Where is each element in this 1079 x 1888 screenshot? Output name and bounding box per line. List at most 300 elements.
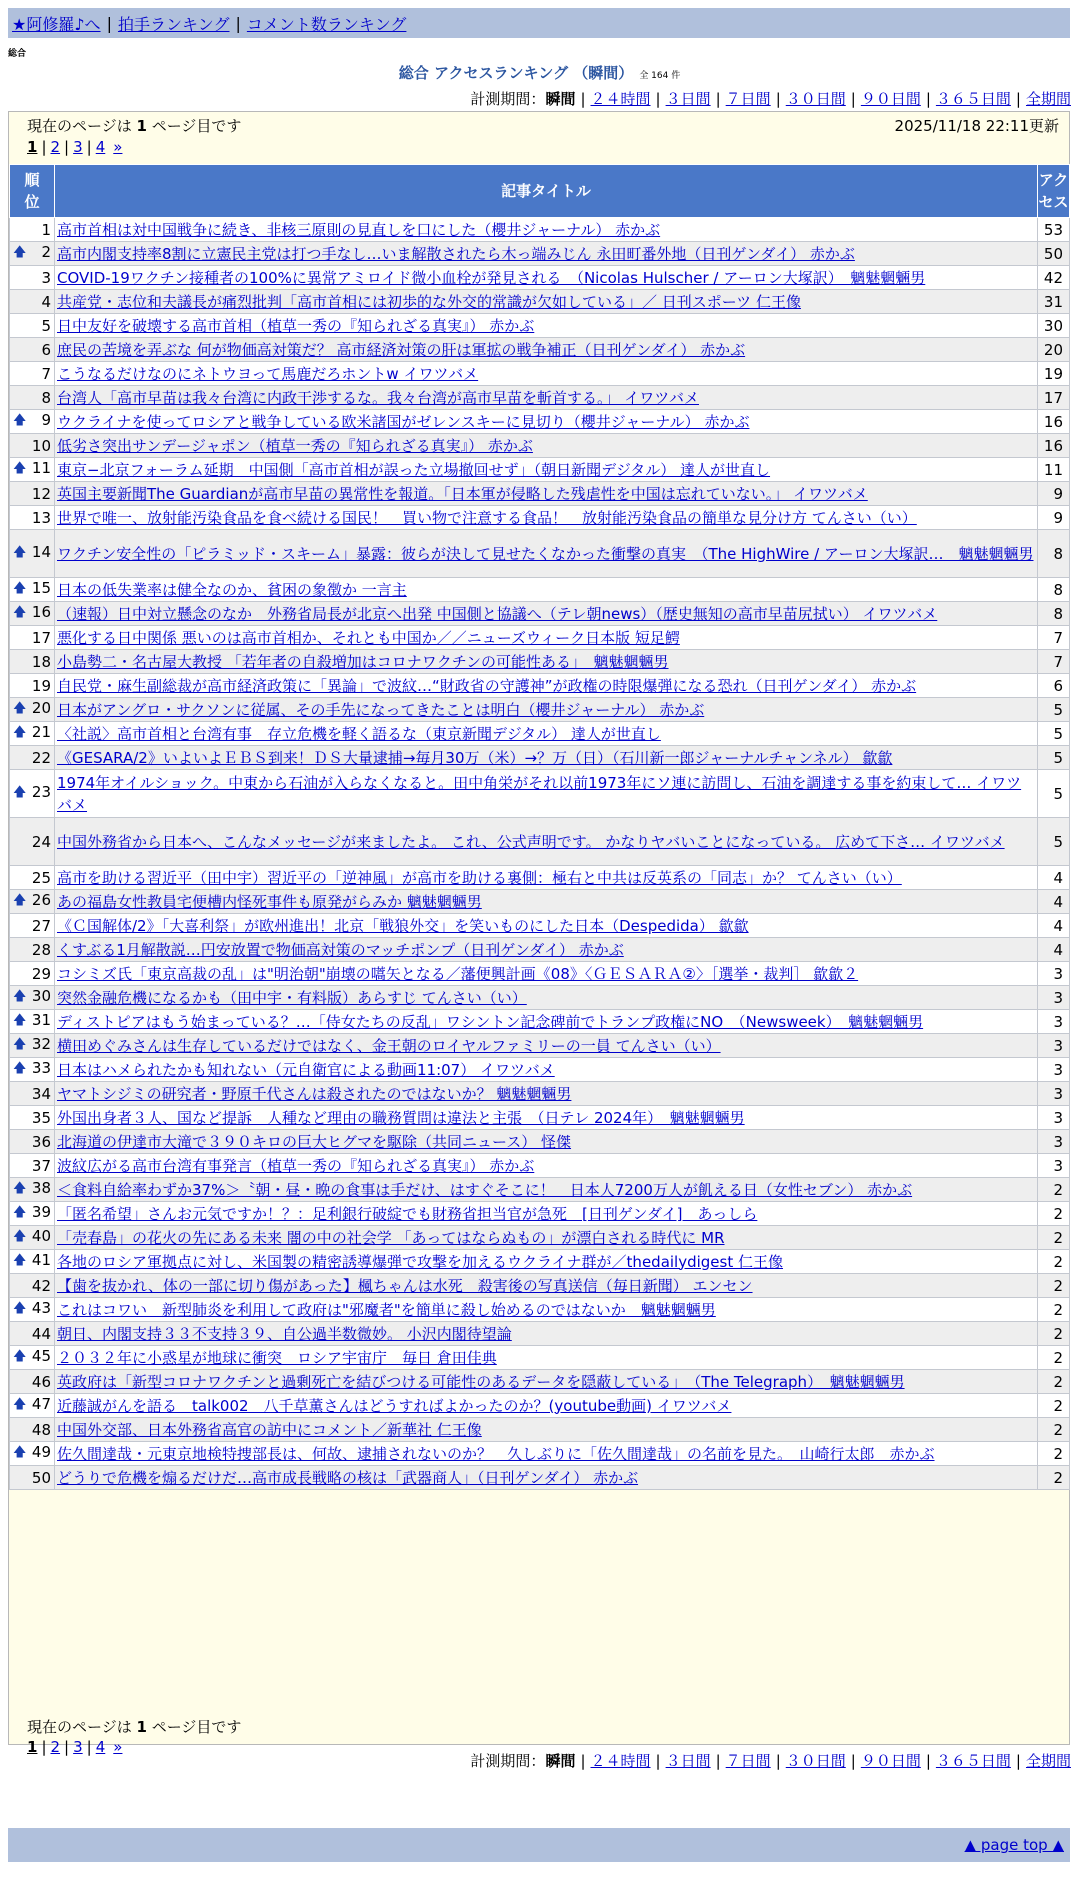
rank-number: 33 bbox=[31, 1058, 51, 1077]
period-separator: | bbox=[775, 90, 781, 108]
title-cell bbox=[55, 410, 1038, 434]
col-header-access: アク セス bbox=[1038, 165, 1070, 218]
table-row bbox=[10, 986, 1070, 1010]
pager-link[interactable]: 4 bbox=[95, 1738, 106, 1756]
article-link[interactable]: 朝日、内閣支持３３不支持３９、自公過半数微妙。 小沢内閣待望論 bbox=[57, 1324, 512, 1343]
access-count: 16 bbox=[1038, 410, 1070, 434]
up-arrow-icon: 🡅 bbox=[13, 544, 27, 560]
up-arrow-icon: 🡅 bbox=[13, 1348, 27, 1364]
table-row bbox=[10, 1322, 1070, 1346]
article-link[interactable]: 「売春島」の花火の先にある未来 闇の中の社会学 「あってはならぬもの」が漂白される時代に MR bbox=[57, 1228, 725, 1247]
period-separator: | bbox=[580, 90, 586, 108]
rank-number: 3 bbox=[41, 268, 51, 287]
table-row bbox=[10, 1010, 1070, 1034]
article-link[interactable]: 《GESARA/2》いよいよＥＢＳ到来！ＤＳ大量逮捕→毎月30万（米）→？万（日）（石川新一郎ジャーナルチャンネル） 歙歙 bbox=[57, 748, 893, 767]
access-count: 31 bbox=[1038, 290, 1070, 314]
access-count: 6 bbox=[1038, 674, 1070, 698]
rank-number: 24 bbox=[31, 832, 51, 851]
table-row bbox=[10, 1154, 1070, 1178]
table-row bbox=[10, 506, 1070, 530]
title-cell bbox=[55, 1418, 1038, 1442]
table-row bbox=[10, 1130, 1070, 1154]
period-link-1[interactable]: ３日間 bbox=[665, 1752, 711, 1770]
title-cell bbox=[55, 1106, 1038, 1130]
table-row bbox=[10, 626, 1070, 650]
title-cell bbox=[55, 626, 1038, 650]
nav-separator: | bbox=[235, 13, 241, 33]
up-arrow-icon: 🡅 bbox=[13, 460, 27, 476]
title-cell bbox=[55, 1274, 1038, 1298]
title-cell bbox=[55, 1226, 1038, 1250]
table-row bbox=[10, 962, 1070, 986]
up-arrow-icon: 🡅 bbox=[13, 412, 27, 428]
access-count: 17 bbox=[1038, 386, 1070, 410]
table-row bbox=[10, 1250, 1070, 1274]
title-cell bbox=[55, 938, 1038, 962]
up-arrow-icon: 🡅 bbox=[13, 1228, 27, 1244]
table-row bbox=[10, 218, 1070, 242]
period-link-0[interactable]: ２４時間 bbox=[590, 1752, 651, 1770]
pager-separator: | bbox=[86, 138, 92, 156]
clap-ranking-link[interactable]: 拍手ランキング bbox=[117, 14, 230, 34]
period-link-4[interactable]: ９０日間 bbox=[860, 1752, 921, 1770]
article-link[interactable]: あの福島女性教員宅便槽内怪死事件も原発がらみか 魑魅魍魎男 bbox=[57, 892, 482, 911]
article-link[interactable]: こうなるだけなのにネトウヨって馬鹿だろホントw イワツバメ bbox=[57, 364, 479, 383]
access-count: 7 bbox=[1038, 626, 1070, 650]
rank-number: 49 bbox=[31, 1442, 51, 1461]
access-count: 5 bbox=[1038, 698, 1070, 722]
article-link[interactable]: 横田めぐみさんは生存しているだけではなく、金王朝のロイヤルファミリーの一員 てんさい（い） bbox=[57, 1036, 721, 1055]
rank-cell bbox=[10, 1034, 55, 1058]
access-count: 3 bbox=[1038, 1154, 1070, 1178]
table-row bbox=[10, 746, 1070, 770]
article-link[interactable]: COVID-19ワクチン接種者の100%に異常アミロイド微小血栓が発見される （Nicolas Hulscher / アーロン大塚訳） 魑魅魍魎男 bbox=[57, 268, 926, 287]
title-cell bbox=[55, 698, 1038, 722]
table-row bbox=[10, 1178, 1070, 1202]
period-link-0[interactable]: ２４時間 bbox=[590, 90, 651, 108]
page-info-prefix: 現在のページは bbox=[27, 117, 137, 135]
article-link[interactable]: 各地のロシア軍拠点に対し、米国製の精密誘導爆弾で攻撃を加えるウクライナ群が／thedailydigest 仁王像 bbox=[57, 1252, 783, 1271]
rank-cell bbox=[10, 698, 55, 722]
access-count: 2 bbox=[1038, 1394, 1070, 1418]
article-link[interactable]: 佐久間達哉・元東京地検特捜部長は、何故、逮捕されないのか？ 久しぶりに「佐久間達哉」の名前を見た。 山崎行太郎 赤かぶ bbox=[57, 1444, 935, 1463]
up-arrow-icon: 🡅 bbox=[13, 1300, 27, 1316]
article-link[interactable]: 小島勢二・名古屋大教授 「若年者の自殺増加はコロナワクチンの可能性ある」 魑魅魍魎男 bbox=[57, 652, 669, 671]
rank-cell bbox=[10, 1442, 55, 1466]
article-link[interactable]: ウクライナを使ってロシアと戦争している欧米諸国がゼレンスキーに見切り（櫻井ジャーナル） 赤かぶ bbox=[57, 412, 750, 431]
article-link[interactable]: 中国外交部、日本外務省高官の訪中にコメント／新華社 仁王像 bbox=[57, 1420, 482, 1439]
access-count: 3 bbox=[1038, 1106, 1070, 1130]
title-cell bbox=[55, 530, 1038, 578]
article-link[interactable]: 〈社説〉高市首相と台湾有事 存立危機を軽く語るな（東京新聞デジタル） 達人が世直し bbox=[57, 724, 661, 743]
rank-number: 17 bbox=[31, 628, 51, 647]
period-link-5[interactable]: ３６５日間 bbox=[935, 90, 1011, 108]
pager-link[interactable]: 3 bbox=[73, 1738, 83, 1756]
access-count: 2 bbox=[1038, 1226, 1070, 1250]
access-count: 7 bbox=[1038, 650, 1070, 674]
pager-next[interactable]: » bbox=[113, 1738, 123, 1756]
pager-separator: | bbox=[64, 138, 70, 156]
period-separator: | bbox=[655, 1752, 661, 1770]
article-link[interactable]: （速報）日中対立懸念のなか 外務省局長が北京へ出発 中国側と協議へ（テレ朝news）（歴史無知の高市早苗尻拭い） イワツバメ bbox=[57, 604, 938, 623]
title-cell bbox=[55, 1370, 1038, 1394]
article-link[interactable]: 外国出身者３人、国など提訴 人種など理由の職務質問は違法と主張 （日テレ 2024年） 魑魅魍魎男 bbox=[57, 1108, 745, 1127]
table-row bbox=[10, 266, 1070, 290]
period-link-3[interactable]: ３０日間 bbox=[785, 90, 846, 108]
article-link[interactable]: 「匿名希望」さんお元気ですか！？：足利銀行破綻でも財務省担当官が急死 [日刊ゲンダイ] あっしら bbox=[57, 1204, 758, 1223]
rank-cell bbox=[10, 1058, 55, 1082]
title-cell bbox=[55, 602, 1038, 626]
rank-number: 35 bbox=[31, 1108, 51, 1127]
title-cell bbox=[55, 506, 1038, 530]
rank-cell bbox=[10, 434, 55, 458]
period-separator: | bbox=[655, 90, 661, 108]
article-link[interactable]: 突然金融危機になるかも（田中宇・有料版）あらすじ てんさい（い） bbox=[57, 988, 527, 1007]
title-cell bbox=[55, 1394, 1038, 1418]
ranking-table bbox=[9, 164, 1070, 1490]
rank-number: 41 bbox=[31, 1250, 51, 1269]
rank-number: 7 bbox=[41, 364, 51, 383]
up-arrow-icon: 🡅 bbox=[13, 244, 27, 260]
pager-next[interactable]: » bbox=[113, 138, 123, 156]
pager-current: 1 bbox=[27, 1738, 38, 1756]
rank-cell bbox=[10, 506, 55, 530]
article-link[interactable]: 共産党・志位和夫議長が痛烈批判「高市首相には初歩的な外交的常識が欠如している」／ 日刊スポーツ 仁王像 bbox=[57, 292, 801, 311]
up-arrow-icon: 🡅 bbox=[13, 1444, 27, 1460]
title-cell bbox=[55, 1250, 1038, 1274]
table-row bbox=[10, 1418, 1070, 1442]
period-separator: | bbox=[580, 1752, 586, 1770]
table-row bbox=[10, 650, 1070, 674]
article-link[interactable]: 北海道の伊達市大滝で３９０キロの巨大ヒグマを駆除（共同ニュース） 怪傑 bbox=[57, 1132, 572, 1151]
title-cell bbox=[55, 386, 1038, 410]
title-cell bbox=[55, 770, 1038, 818]
rank-number: 11 bbox=[31, 458, 51, 477]
rank-number: 20 bbox=[31, 698, 51, 717]
page-title bbox=[0, 62, 1079, 83]
access-count: 2 bbox=[1038, 1298, 1070, 1322]
rank-number: 28 bbox=[31, 940, 51, 959]
rank-cell bbox=[10, 914, 55, 938]
table-row bbox=[10, 1466, 1070, 1490]
access-count: 3 bbox=[1038, 1034, 1070, 1058]
period-link-6[interactable]: 全期間 bbox=[1025, 1752, 1071, 1770]
article-link[interactable]: 英政府は「新型コロナワクチンと過剰死亡を結びつける可能性のあるデータを隠蔽している」 （The Telegraph） 魑魅魍魎男 bbox=[57, 1372, 905, 1391]
rank-number: 27 bbox=[31, 916, 51, 935]
article-link[interactable]: 東京−北京フォーラム延期 中国側「高市首相が誤った立場撤回せず」（朝日新聞デジタル） 達人が世直し bbox=[57, 460, 771, 479]
title-cell bbox=[55, 1298, 1038, 1322]
table-row bbox=[10, 890, 1070, 914]
title-cell bbox=[55, 578, 1038, 602]
rank-number: 6 bbox=[41, 340, 51, 359]
up-arrow-icon: 🡅 bbox=[13, 1180, 27, 1196]
article-link[interactable]: 中国外務省から日本へ、こんなメッセージが来ましたよ。 これ、公式声明です。 かなりヤバいことになっている。 広めて下さ… イワツバメ bbox=[57, 832, 1005, 851]
up-arrow-icon: 🡅 bbox=[13, 580, 27, 596]
rank-number: 42 bbox=[31, 1276, 51, 1295]
page-info-number: 1 bbox=[136, 1718, 147, 1736]
article-link[interactable]: 台湾人「高市早苗は我々台湾に内政干渉するな。我々台湾が高市早苗を斬首する。」 イワツバメ bbox=[57, 388, 699, 407]
access-count: 5 bbox=[1038, 770, 1070, 818]
rank-cell bbox=[10, 1370, 55, 1394]
rank-number: 32 bbox=[31, 1034, 51, 1053]
rank-cell bbox=[10, 1106, 55, 1130]
rank-number: 8 bbox=[41, 388, 51, 407]
rank-cell bbox=[10, 1178, 55, 1202]
rank-number: 15 bbox=[31, 578, 51, 597]
table-row bbox=[10, 386, 1070, 410]
rank-cell bbox=[10, 938, 55, 962]
rank-cell bbox=[10, 602, 55, 626]
rank-cell bbox=[10, 578, 55, 602]
title-cell bbox=[55, 1058, 1038, 1082]
article-link[interactable]: 高市を助ける習近平（田中宇）習近平の「逆神風」が高市を助ける裏側：極右と中共は反英系の「同志」か？ てんさい（い） bbox=[57, 868, 902, 887]
home-link[interactable]: ★阿修羅♪へ bbox=[12, 14, 101, 34]
total-count: 全 164 件 bbox=[639, 71, 681, 81]
table-row bbox=[10, 482, 1070, 506]
rank-number: 9 bbox=[41, 410, 51, 429]
up-arrow-icon: 🡅 bbox=[13, 604, 27, 620]
access-count: 4 bbox=[1038, 914, 1070, 938]
access-count: 53 bbox=[1038, 218, 1070, 242]
article-link[interactable]: ２０３２年に小惑星が地球に衝突 ロシア宇宙庁 毎日 倉田佳典 bbox=[57, 1348, 497, 1367]
article-link[interactable]: 波紋広がる高市台湾有事発言（植草一秀の『知られざる真実』） 赤かぶ bbox=[57, 1156, 535, 1175]
access-count: 8 bbox=[1038, 602, 1070, 626]
comment-ranking-link[interactable]: コメント数ランキング bbox=[246, 14, 407, 34]
rank-cell bbox=[10, 1130, 55, 1154]
table-row bbox=[10, 338, 1070, 362]
period-separator: | bbox=[925, 1752, 931, 1770]
pager-link[interactable]: 2 bbox=[50, 1738, 61, 1756]
title-cell bbox=[55, 1346, 1038, 1370]
col-header-title: 記事タイトル bbox=[55, 165, 1038, 218]
article-link[interactable]: 高市首相は対中国戦争に続き、非核三原則の見直しを口にした（櫻井ジャーナル） 赤かぶ bbox=[57, 220, 661, 239]
rank-number: 31 bbox=[31, 1010, 51, 1029]
top-nav-bar bbox=[8, 8, 1070, 38]
period-selector-bottom bbox=[470, 1750, 1071, 1771]
rank-cell bbox=[10, 290, 55, 314]
table-row bbox=[10, 770, 1070, 818]
rank-cell bbox=[10, 818, 55, 866]
title-cell bbox=[55, 746, 1038, 770]
access-count: 8 bbox=[1038, 578, 1070, 602]
page-info-bottom bbox=[27, 1716, 241, 1737]
title-cell bbox=[55, 458, 1038, 482]
title-cell bbox=[55, 218, 1038, 242]
rank-number: 12 bbox=[31, 484, 51, 503]
article-link[interactable]: 《Ｃ国解体/2》「大喜利祭」が欧州進出！北京「戦狼外交」を笑いものにした日本（Despedida） 歙歙 bbox=[57, 916, 749, 935]
title-cell bbox=[55, 722, 1038, 746]
title-cell bbox=[55, 1178, 1038, 1202]
table-row bbox=[10, 1442, 1070, 1466]
period-link-6[interactable]: 全期間 bbox=[1025, 90, 1071, 108]
article-link[interactable]: ディストピアはもう始まっている？…「侍女たちの反乱」ワシントン記念碑前でトランプ政権にNO （Newsweek） 魑魅魍魎男 bbox=[57, 1012, 924, 1031]
period-label: 計測期間： bbox=[470, 1752, 546, 1770]
table-row bbox=[10, 410, 1070, 434]
page-info-top bbox=[27, 115, 241, 136]
title-cell bbox=[55, 674, 1038, 698]
pager-link[interactable]: 2 bbox=[50, 138, 61, 156]
table-row bbox=[10, 938, 1070, 962]
article-link[interactable]: コシミズ氏「東京高裁の乱」は"明治朝"崩壊の嚆矢となる／藩便興計画《08》〈ＧＥＳＡＲＡ②〉［選挙・裁判］ 歙歙２ bbox=[57, 964, 859, 983]
table-row bbox=[10, 1226, 1070, 1250]
article-link[interactable]: 日中友好を破壊する高市首相（植草一秀の『知られざる真実』） 赤かぶ bbox=[57, 316, 535, 335]
access-count: 2 bbox=[1038, 1274, 1070, 1298]
rank-number: 50 bbox=[31, 1468, 51, 1487]
rank-cell bbox=[10, 1418, 55, 1442]
period-link-4[interactable]: ９０日間 bbox=[860, 90, 921, 108]
article-link[interactable]: 悪化する日中関係 悪いのは高市首相か、それとも中国か／／ニューズウィーク日本版 短足鰐 bbox=[57, 628, 680, 647]
period-link-1[interactable]: ３日間 bbox=[665, 90, 711, 108]
title-cell bbox=[55, 1442, 1038, 1466]
article-link[interactable]: 英国主要新聞The Guardianが高市早苗の異常性を報道。「日本軍が侵略した残虐性を中国は忘れていない。」 イワツバメ bbox=[57, 484, 868, 503]
period-separator: | bbox=[925, 90, 931, 108]
table-row bbox=[10, 362, 1070, 386]
rank-number: 30 bbox=[31, 986, 51, 1005]
page-top-link[interactable]: ▲ page top ▲ bbox=[964, 1836, 1064, 1854]
rank-number: 37 bbox=[31, 1156, 51, 1175]
access-count: 2 bbox=[1038, 1322, 1070, 1346]
rank-cell bbox=[10, 1394, 55, 1418]
access-count: 2 bbox=[1038, 1370, 1070, 1394]
period-link-2[interactable]: ７日間 bbox=[725, 90, 771, 108]
rank-number: 44 bbox=[31, 1324, 51, 1343]
pager-link[interactable]: 3 bbox=[73, 138, 83, 156]
table-row bbox=[10, 578, 1070, 602]
rank-cell bbox=[10, 1010, 55, 1034]
rank-number: 36 bbox=[31, 1132, 51, 1151]
nav-separator: | bbox=[106, 13, 112, 33]
rank-cell bbox=[10, 1298, 55, 1322]
rank-number: 14 bbox=[31, 542, 51, 561]
rank-number: 43 bbox=[31, 1298, 51, 1317]
access-count: 4 bbox=[1038, 890, 1070, 914]
article-link[interactable]: 高市内閣支持率8割に立憲民主党は打つ手なし…いま解散されたら木っ端みじん 永田町番外地（日刊ゲンダイ） 赤かぶ bbox=[57, 244, 855, 263]
page-info-number: 1 bbox=[136, 117, 147, 135]
up-arrow-icon: 🡅 bbox=[13, 988, 27, 1004]
period-separator: | bbox=[850, 1752, 856, 1770]
period-current: 瞬間 bbox=[545, 90, 576, 108]
access-count: 2 bbox=[1038, 1466, 1070, 1490]
page-info-suffix: ページ目です bbox=[146, 117, 242, 135]
up-arrow-icon: 🡅 bbox=[13, 784, 27, 800]
title-cell bbox=[55, 986, 1038, 1010]
table-row bbox=[10, 1202, 1070, 1226]
rank-cell bbox=[10, 362, 55, 386]
article-link[interactable]: くすぶる1月解散説…円安放置で物価高対策のマッチポンプ（日刊ゲンダイ） 赤かぶ bbox=[57, 940, 624, 959]
access-count: 50 bbox=[1038, 242, 1070, 266]
access-count: 8 bbox=[1038, 530, 1070, 578]
access-count: 30 bbox=[1038, 314, 1070, 338]
rank-number: 25 bbox=[31, 868, 51, 887]
article-link[interactable]: 日本の低失業率は健全なのか、貧困の象徴か 一言主 bbox=[57, 580, 407, 599]
article-link[interactable]: 自民党・麻生副総裁が高市経済政策に「異論」で波紋…“財政省の守護神”が政権の時限爆弾になる恐れ（日刊ゲンダイ） 赤かぶ bbox=[57, 676, 917, 695]
rank-number: 46 bbox=[31, 1372, 51, 1391]
table-row bbox=[10, 1058, 1070, 1082]
access-count: 2 bbox=[1038, 1178, 1070, 1202]
title-cell bbox=[55, 818, 1038, 866]
access-count: 5 bbox=[1038, 818, 1070, 866]
period-link-2[interactable]: ７日間 bbox=[725, 1752, 771, 1770]
table-row bbox=[10, 674, 1070, 698]
article-link[interactable]: 低劣さ突出サンデージャポン（植草一秀の『知られざる真実』） 赤かぶ bbox=[57, 436, 533, 455]
rank-cell bbox=[10, 1226, 55, 1250]
title-cell bbox=[55, 1202, 1038, 1226]
table-row bbox=[10, 914, 1070, 938]
period-link-5[interactable]: ３６５日間 bbox=[935, 1752, 1011, 1770]
access-count: 2 bbox=[1038, 1202, 1070, 1226]
rank-number: 38 bbox=[31, 1178, 51, 1197]
table-row bbox=[10, 1346, 1070, 1370]
bottom-bar bbox=[8, 1828, 1070, 1862]
article-link[interactable]: 日本はハメられたかも知れない（元自衛官による動画11:07） イワツバメ bbox=[57, 1060, 555, 1079]
access-count: 9 bbox=[1038, 506, 1070, 530]
table-row bbox=[10, 866, 1070, 890]
table-row bbox=[10, 458, 1070, 482]
title-cell bbox=[55, 650, 1038, 674]
period-separator: | bbox=[715, 90, 721, 108]
title-cell bbox=[55, 338, 1038, 362]
up-arrow-icon: 🡅 bbox=[13, 1396, 27, 1412]
article-link[interactable]: これはコワい 新型肺炎を利用して政府は"邪魔者"を簡単に殺し始めるのではないか 魑魅魍魎男 bbox=[57, 1300, 716, 1319]
access-count: 2 bbox=[1038, 1418, 1070, 1442]
pager-link[interactable]: 4 bbox=[95, 138, 106, 156]
rank-cell bbox=[10, 1466, 55, 1490]
table-row bbox=[10, 530, 1070, 578]
article-link[interactable]: ＜食料自給率わずか37%＞〝朝・昼・晩の食事は手だけ、はすぐそこに！ 日本人7200万人が飢える日（女性セブン） 赤かぶ bbox=[57, 1180, 913, 1199]
article-link[interactable]: 日本がアングロ・サクソンに従属、その手先になってきたことは明白（櫻井ジャーナル） 赤かぶ bbox=[57, 700, 705, 719]
title-cell bbox=[55, 1466, 1038, 1490]
rank-cell bbox=[10, 458, 55, 482]
title-cell bbox=[55, 266, 1038, 290]
rank-number: 4 bbox=[41, 292, 51, 311]
access-count: 3 bbox=[1038, 1082, 1070, 1106]
table-row bbox=[10, 314, 1070, 338]
article-link[interactable]: 庶民の苦境を弄ぶな 何が物価高対策だ？ 高市経済対策の肝は軍拡の戦争補正（日刊ゲンダイ） 赤かぶ bbox=[57, 340, 746, 359]
rank-cell bbox=[10, 770, 55, 818]
period-separator: | bbox=[1015, 90, 1021, 108]
article-link[interactable]: ワクチン安全性の「ピラミッド・スキーム」暴露：彼らが決して見せたくなかった衝撃の真実 （The HighWire / アーロン大塚訳… 魑魅魍魎男 bbox=[57, 544, 1034, 563]
article-link[interactable]: 近藤誠がんを語る talk002 八千草薫さんはどうすればよかったのか？(youtube動画) イワツバメ bbox=[57, 1396, 732, 1415]
rank-cell bbox=[10, 866, 55, 890]
up-arrow-icon: 🡅 bbox=[13, 1060, 27, 1076]
article-link[interactable]: 1974年オイルショック。中東から石油が入らなくなると。田中角栄がそれ以前1973年にソ連に訪問し、石油を調達する事を約束して… イワツバメ bbox=[57, 773, 1022, 814]
access-count: 2 bbox=[1038, 1442, 1070, 1466]
table-row bbox=[10, 1298, 1070, 1322]
page-info-prefix: 現在のページは bbox=[27, 1718, 137, 1736]
table-row bbox=[10, 1106, 1070, 1130]
article-link[interactable]: 世界で唯一、放射能汚染食品を食べ続ける国民！ 買い物で注意する食品！ 放射能汚染食品の簡単な見分け方 てんさい（い） bbox=[57, 508, 917, 527]
rank-number: 5 bbox=[41, 316, 51, 335]
rank-number: 18 bbox=[31, 652, 51, 671]
table-row bbox=[10, 1274, 1070, 1298]
ranking-title: 総合 アクセスランキング （瞬間） bbox=[398, 64, 634, 82]
rank-cell bbox=[10, 242, 55, 266]
article-link[interactable]: 【歯を抜かれ、体の一部に切り傷があった】楓ちゃんは水死 殺害後の写真送信（毎日新聞） エンセン bbox=[57, 1276, 753, 1295]
rank-cell bbox=[10, 338, 55, 362]
rank-cell bbox=[10, 386, 55, 410]
rank-number: 26 bbox=[31, 890, 51, 909]
rank-cell bbox=[10, 410, 55, 434]
title-cell bbox=[55, 1034, 1038, 1058]
table-row bbox=[10, 434, 1070, 458]
period-link-3[interactable]: ３０日間 bbox=[785, 1752, 846, 1770]
title-cell bbox=[55, 362, 1038, 386]
title-cell bbox=[55, 1130, 1038, 1154]
rank-cell bbox=[10, 218, 55, 242]
title-cell bbox=[55, 242, 1038, 266]
article-link[interactable]: ヤマトシジミの研究者・野原千代さんは殺されたのではないか？ 魑魅魍魎男 bbox=[57, 1084, 572, 1103]
article-link[interactable]: どうりで危機を煽るだけだ…高市成長戦略の核は「武器商人」（日刊ゲンダイ） 赤かぶ bbox=[57, 1468, 639, 1487]
